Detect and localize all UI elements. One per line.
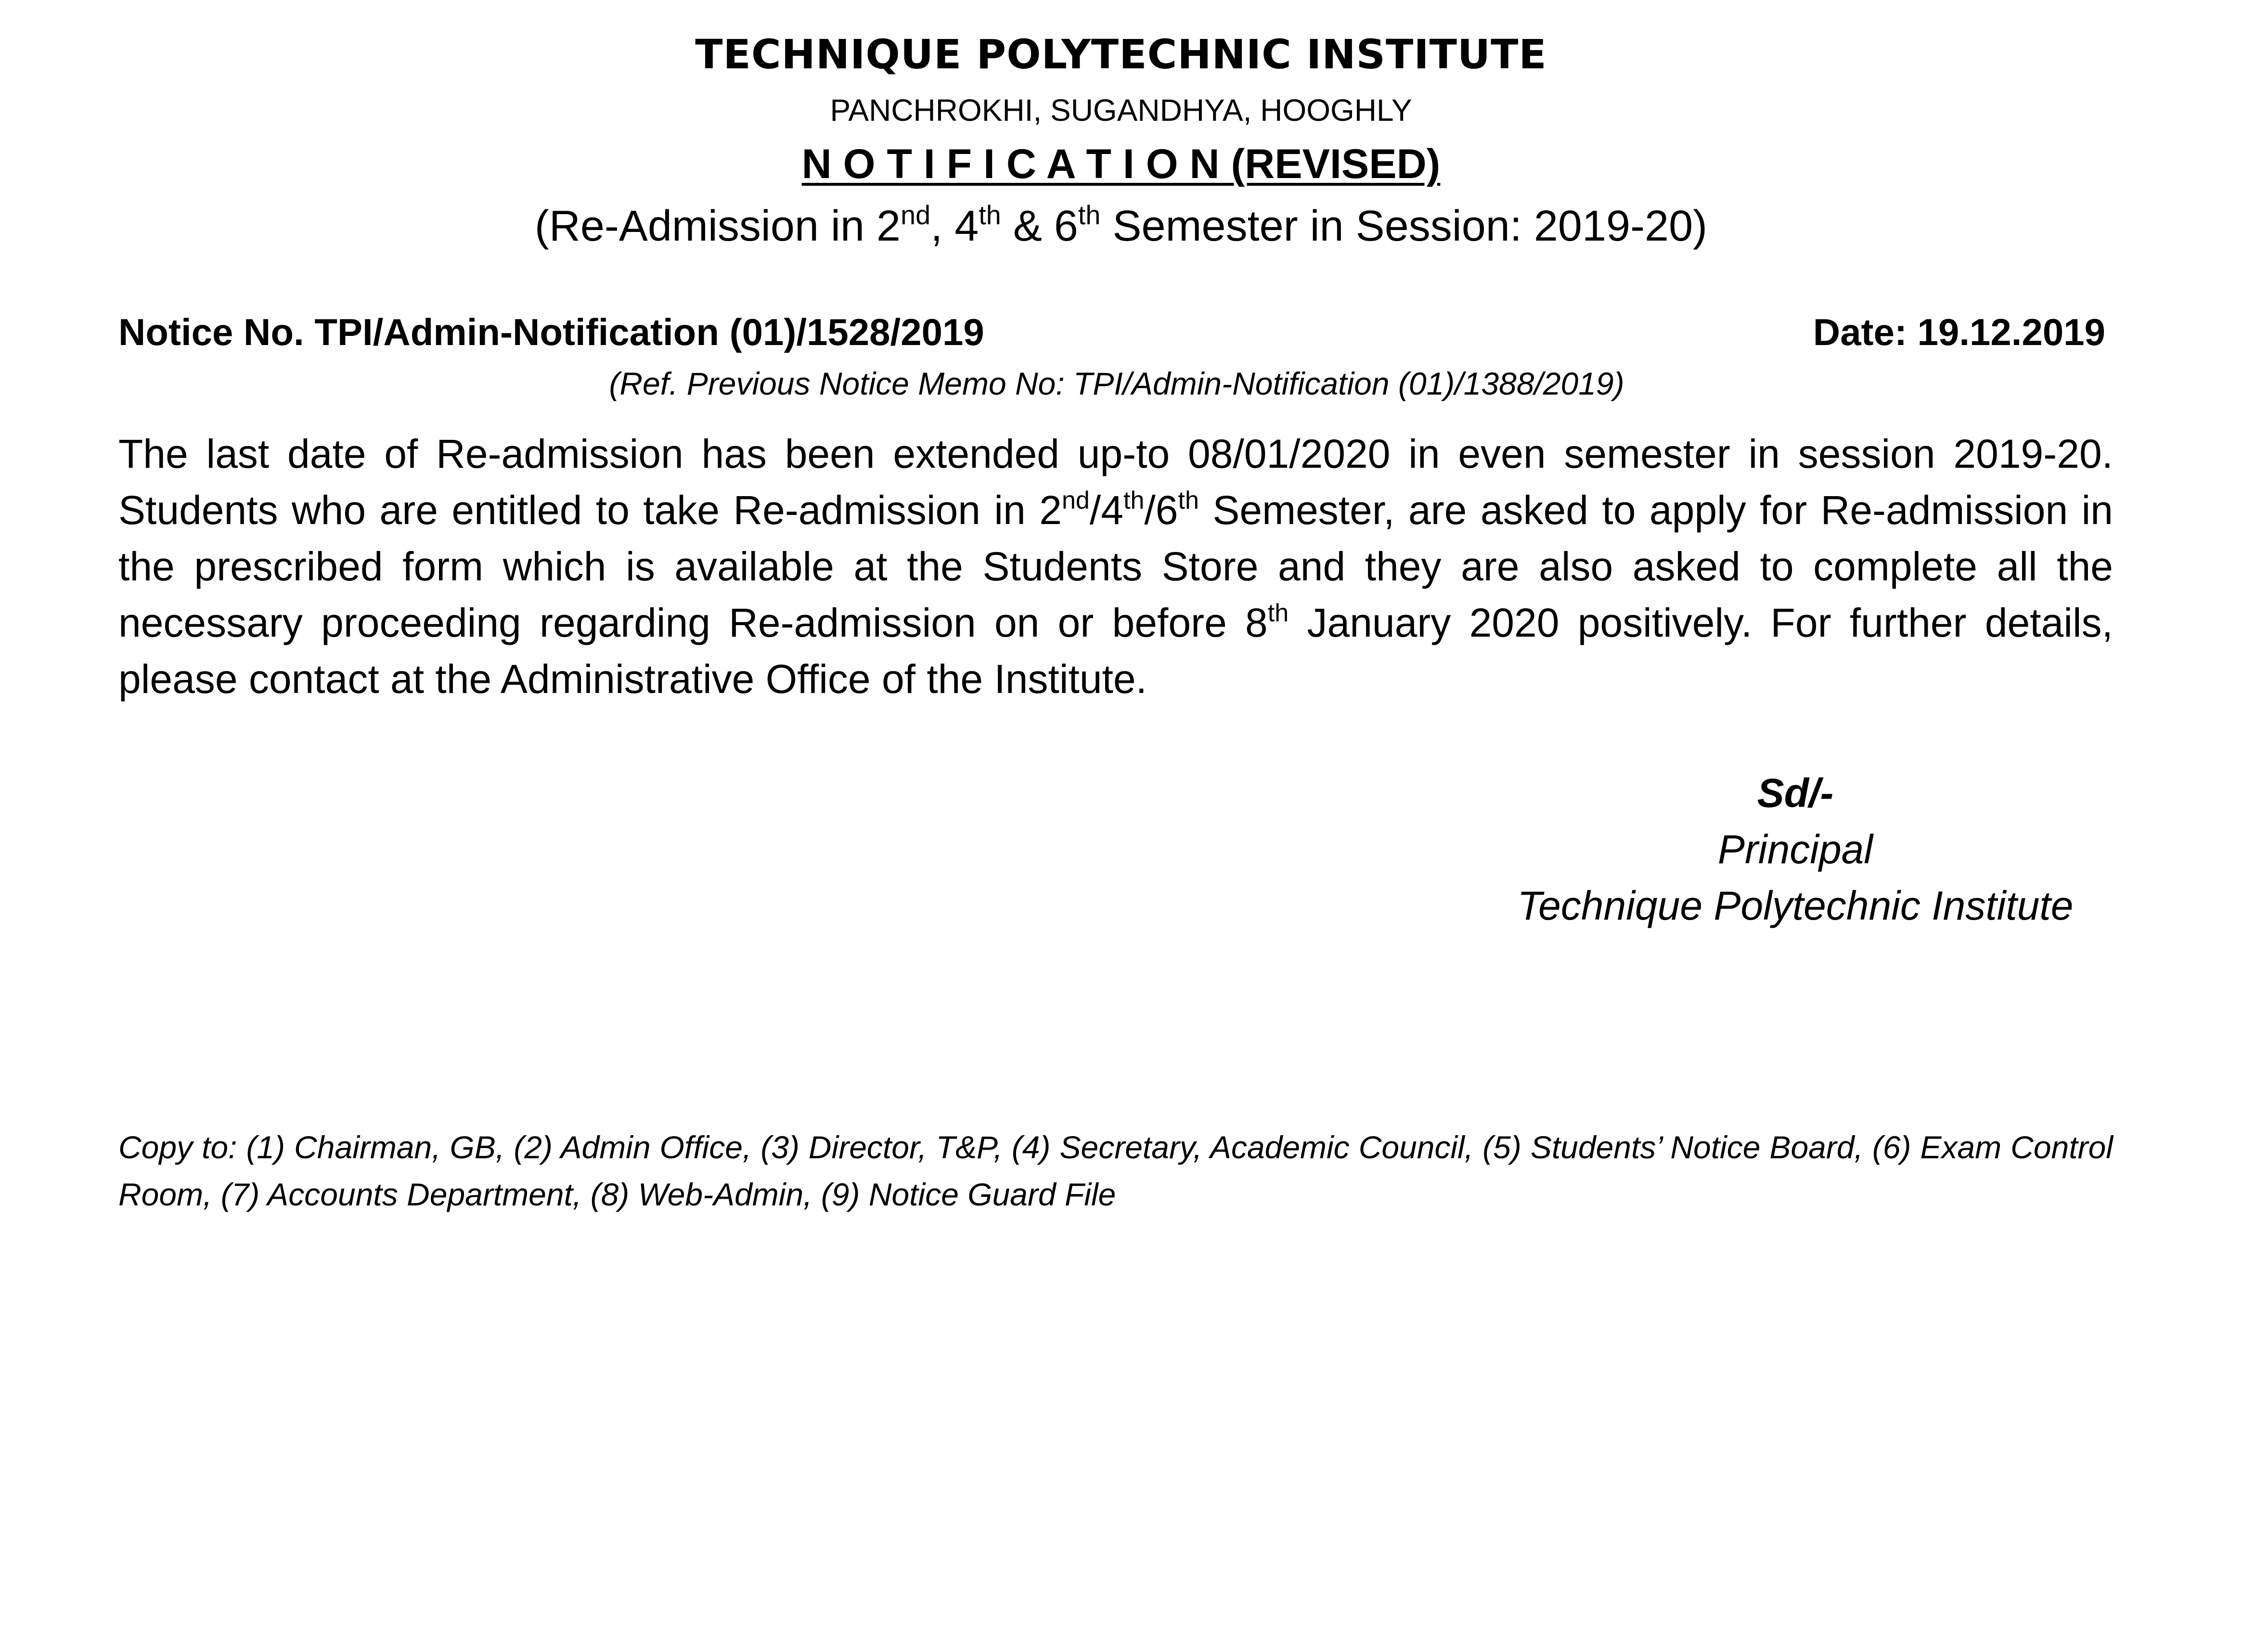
subtitle-superscript: th bbox=[979, 200, 1001, 231]
reference-memo: (Ref. Previous Notice Memo No: TPI/Admin-Notification (01)/1388/2019) bbox=[609, 366, 1624, 401]
body-superscript: th bbox=[1178, 487, 1199, 515]
subtitle-superscript: th bbox=[1078, 200, 1101, 231]
subtitle-text: , 4 bbox=[930, 202, 979, 250]
body-text: The last date of Re-admission has been extended up-to 08/01/2020 in even semester in session 2019-20. Students who are entitled to take Re-admission in 2 bbox=[118, 431, 2113, 533]
subtitle-text: (Re-Admission in 2 bbox=[534, 202, 901, 250]
body-text: /4 bbox=[1089, 487, 1123, 533]
body-text: January 2020 positively. For further details, please contact at the Administrative Office of the Institute. bbox=[118, 600, 2113, 702]
subtitle-text: Semester in Session: 2019-20) bbox=[1100, 202, 1708, 250]
notice-number: Notice No. TPI/Admin-Notification (01)/1528/2019 bbox=[118, 311, 984, 353]
signature-sd: Sd/- bbox=[1757, 770, 1834, 816]
signatory-institute: Technique Polytechnic Institute bbox=[1517, 883, 2074, 928]
subtitle-text: & 6 bbox=[1001, 202, 1078, 250]
body-text: /6 bbox=[1144, 487, 1178, 533]
notification-title: N O T I F I C A T I O N (REVISED) bbox=[801, 141, 1441, 187]
notification-subtitle bbox=[0, 197, 2242, 255]
notice-body-paragraph bbox=[118, 426, 2113, 707]
copy-to-list: Copy to: (1) Chairman, GB, (2) Admin Office, (3) Director, T&P, (4) Secretary, Academic Council, (5) Students’ Notice Board, (6) Exam Control Room, (7) Accounts Department, (8) Web-Admin, (9) Notice Guard File bbox=[118, 1129, 2113, 1212]
signature-block bbox=[1454, 765, 2137, 934]
institute-name: TECHNIQUE POLYTECHNIC INSTITUTE bbox=[695, 31, 1547, 78]
subtitle-superscript: nd bbox=[901, 200, 931, 231]
body-text: Semester, are asked to apply for Re-admission in the prescribed form which is available at the Students Store and they are also asked to complete all the necessary proceeding regarding Re-admission on or before 8 bbox=[118, 487, 2113, 645]
body-superscript: nd bbox=[1061, 487, 1090, 515]
notice-info-row bbox=[118, 306, 2105, 359]
body-superscript: th bbox=[1267, 599, 1289, 628]
notice-date: Date: 19.12.2019 bbox=[1813, 311, 2105, 353]
body-superscript: th bbox=[1123, 487, 1145, 515]
signatory-designation: Principal bbox=[1717, 827, 1873, 872]
institute-address: PANCHROKHI, SUGANDHYA, HOOGHLY bbox=[830, 93, 1412, 128]
